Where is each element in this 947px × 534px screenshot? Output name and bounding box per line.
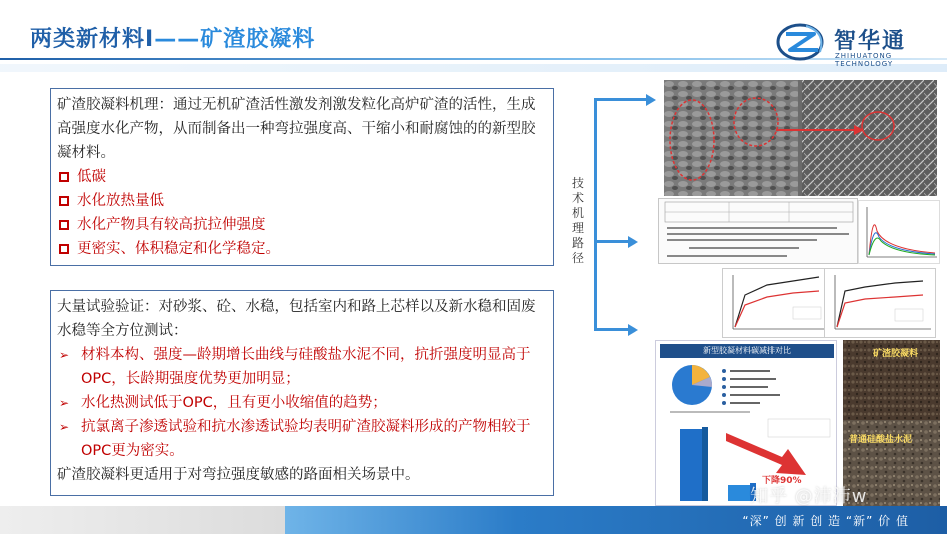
connector-bottom <box>594 328 630 331</box>
mechanism-point: 水化产物具有较高抗拉伸强度 <box>57 213 547 237</box>
square-bullet-icon <box>59 220 69 230</box>
sem-micrograph <box>664 80 937 196</box>
mineral-table-image <box>658 198 858 264</box>
square-bullet-icon <box>59 172 69 182</box>
brand-subtitle: ZHIHUATONG TECHNOLOGY <box>835 52 894 68</box>
connector-middle <box>594 240 630 243</box>
arrow-bullet-icon: ➢ <box>59 348 70 362</box>
heat-curve-image <box>858 200 940 264</box>
watermark: 知乎 @沛沛w <box>750 486 868 507</box>
validation-point: ➢ 材料本构、强度—龄期增长曲线与硅酸盐水泥不同，抗折强度明显高于OPC，长龄期强度优势更加明显； <box>57 343 547 391</box>
title-sub: ——矿渣胶凝料 <box>154 27 316 52</box>
strength-chart-1 <box>722 268 832 338</box>
mechanism-point: 低碳 <box>57 165 547 189</box>
strength-chart-2 <box>824 268 936 338</box>
square-bullet-icon <box>59 196 69 206</box>
logo-mark-icon <box>776 22 828 62</box>
arrow-right-icon <box>646 94 656 106</box>
header <box>0 0 947 75</box>
mechanism-intro: 矿渣胶凝料机理：通过无机矿渣活性激发剂激发粒化高炉矿渣的活性，生成高强度水化产物，从而制备出一种弯拉强度高、干缩小和耐腐蚀的的新型胶凝材料。 <box>57 97 536 161</box>
page-title <box>30 22 315 53</box>
path-label: 技术机理路径 <box>571 176 584 265</box>
footer-left-band <box>0 506 285 534</box>
title-main: 两类新材料I <box>30 27 155 52</box>
reduction-label: 下降90% <box>762 476 802 486</box>
chart-thumbnail <box>825 269 937 339</box>
square-bullet-icon <box>59 244 69 254</box>
curve-thumbnail <box>859 201 941 265</box>
stone2-label: 普通硅酸盐水泥 <box>849 435 913 445</box>
brand-logo <box>776 22 936 66</box>
footer-right-band <box>285 506 947 534</box>
validation-intro: 大量试验验证：对砂浆、砼、水稳，包括室内和路上芯样以及新水稳和固废水稳等全方位测试： <box>57 299 536 339</box>
validation-conclusion: 矿渣胶凝料更适用于对弯拉强度敏感的路面相关场景中。 <box>57 467 420 483</box>
arrow-right-icon <box>628 324 638 336</box>
validation-point: ➢ 抗氯离子渗透试验和抗水渗透试验均表明矿渣胶凝料形成的产物相较于OPC更为密实。 <box>57 415 547 463</box>
compare-title: 新型胶凝材料碳减排对比 <box>660 344 834 358</box>
validation-box <box>50 290 554 496</box>
stone1-label: 矿渣胶凝料 <box>873 349 919 359</box>
arrow-bullet-icon: ➢ <box>59 420 70 434</box>
arrow-bullet-icon: ➢ <box>59 396 70 410</box>
connector-vertical <box>594 98 597 330</box>
chart-thumbnail <box>723 269 833 339</box>
footer-slogan: “深” 创 新 创 造 “新” 价 值 <box>742 514 909 528</box>
arrow-right-icon <box>628 236 638 248</box>
sem-texture <box>664 80 937 196</box>
brand-name: 智华通 <box>834 29 907 54</box>
validation-point: ➢ 水化热测试低于OPC，且有更小收缩值的趋势； <box>57 391 547 415</box>
table-thumbnail <box>659 199 858 264</box>
slag-binder-sample <box>843 340 940 420</box>
mechanism-box <box>50 88 554 266</box>
mechanism-point: 水化放热量低 <box>57 189 547 213</box>
connector-top <box>594 98 648 101</box>
mechanism-point: 更密实、体积稳定和化学稳定。 <box>57 237 547 261</box>
